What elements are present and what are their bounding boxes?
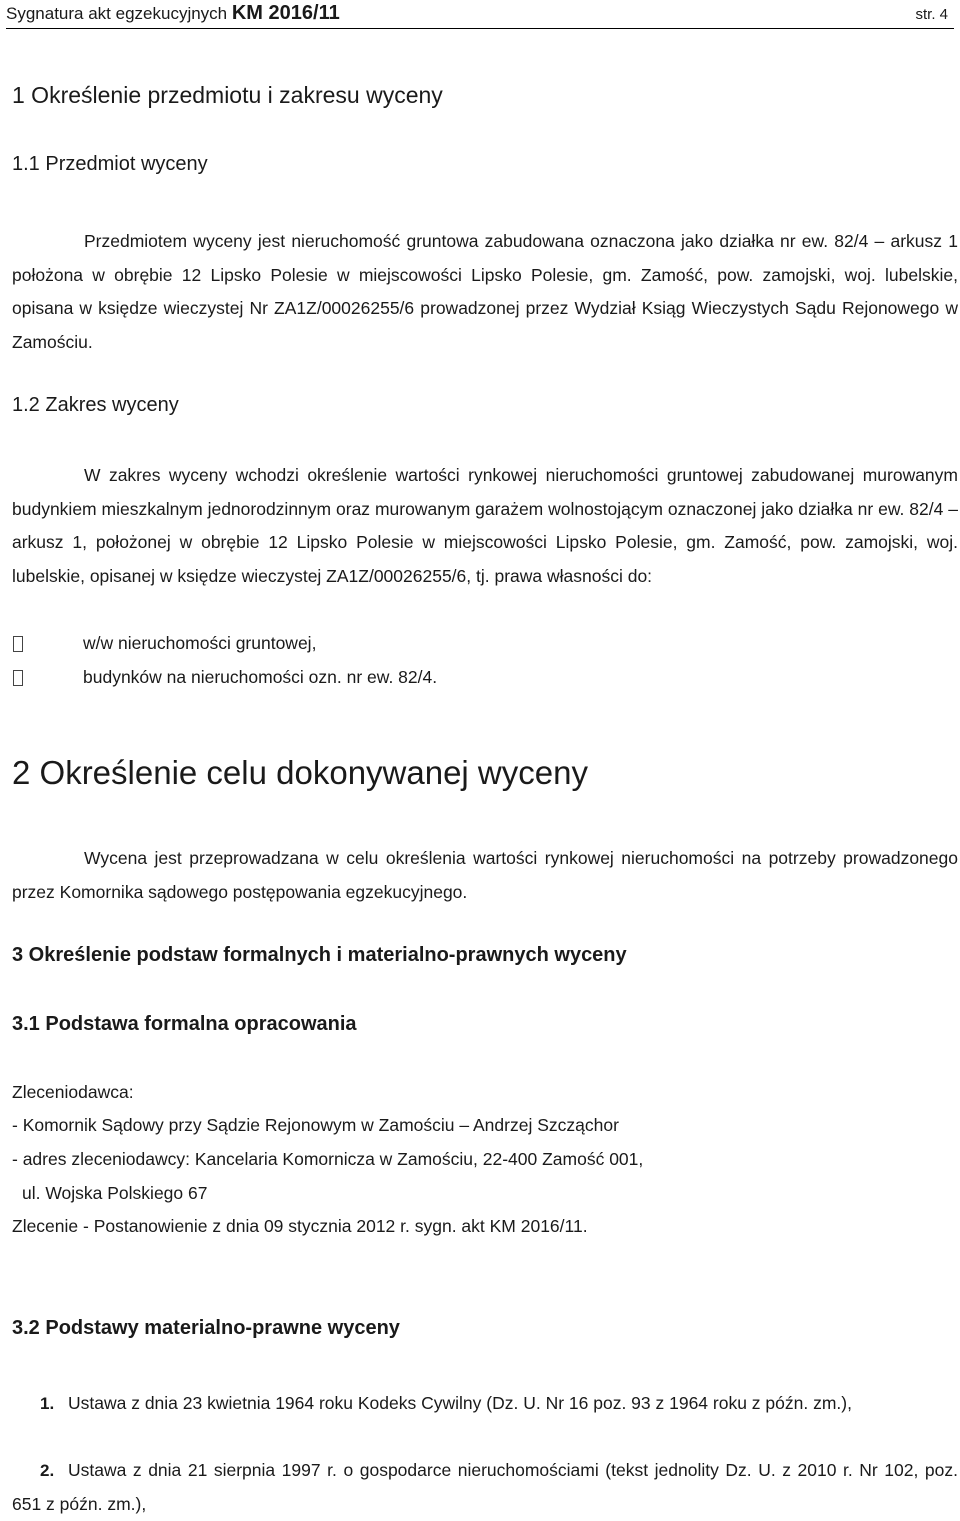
- law-item: [12, 1454, 958, 1521]
- law-number: 1.: [40, 1394, 55, 1413]
- list-item-text: w/w nieruchomości gruntowej,: [83, 633, 317, 653]
- client-line-3: ul. Wojska Polskiego 67: [22, 1183, 208, 1203]
- list-item-text: budynków na nieruchomości ozn. nr ew. 82/4.: [83, 666, 438, 687]
- signature-label: Sygnatura akt egzekucyjnych: [6, 4, 228, 23]
- section-1-heading: 1 Określenie przedmiotu i zakresu wyceny: [12, 82, 443, 108]
- page-header: [6, 0, 954, 29]
- property-rights-list: [12, 627, 912, 694]
- law-text: Ustawa z dnia 21 sierpnia 1997 r. o gospodarce nieruchomościami (tekst jednolity Dz. U. z 2010 r. Nr 102, poz. 651 z późn. zm.),: [12, 1460, 958, 1514]
- law-number: 2.: [40, 1461, 55, 1480]
- section-1-1-heading: 1.1 Przedmiot wyceny: [12, 153, 208, 175]
- list-item: [12, 627, 912, 661]
- section-1-2-paragraph: W zakres wyceny wchodzi określenie wartości rynkowej nieruchomości gruntowej zabudowanej murowanym budynkiem mieszkalnym jednorodzinnym oraz murowanym garażem wolnostojącym oznaczonej jako działka nr ew. 82/4 – arkusz 1, położonej w obrębie 12 Lipsko Polesie w miejscowości Lipsko Polesie, gm. Zamość, pow. zamojski, woj. lubelskie, opisanej w księdze wieczystej ZA1Z/00026255/6, tj. prawa własności do:: [12, 465, 958, 586]
- case-signature: [6, 2, 340, 25]
- section-1-2-heading: 1.2 Zakres wyceny: [12, 394, 179, 416]
- section-2-paragraph: Wycena jest przeprowadzana w celu określenia wartości rynkowej nieruchomości na potrzeby prowadzonego przez Komornika sądowego postępowania egzekucyjnego.: [12, 848, 958, 902]
- section-3-1-heading: 3.1 Podstawa formalna opracowania: [12, 1013, 357, 1035]
- order-line: Zlecenie - Postanowienie z dnia 09 stycznia 2012 r. sygn. akt KM 2016/11.: [12, 1216, 588, 1236]
- section-3-heading: 3 Określenie podstaw formalnych i materialno-prawnych wyceny: [12, 944, 627, 966]
- client-line-1: - Komornik Sądowy przy Sądzie Rejonowym w Zamościu – Andrzej Szcząchor: [12, 1115, 619, 1135]
- section-3-2-heading: 3.2 Podstawy materialno-prawne wyceny: [12, 1317, 400, 1339]
- section-2-heading: 2 Określenie celu dokonywanej wyceny: [12, 754, 588, 791]
- client-label: Zleceniodawca:: [12, 1082, 134, 1102]
- bullet-icon: [13, 670, 23, 686]
- law-text: Ustawa z dnia 23 kwietnia 1964 roku Kodeks Cywilny (Dz. U. Nr 16 poz. 93 z 1964 roku z późn. zm.),: [68, 1393, 852, 1413]
- list-item: [12, 661, 912, 695]
- section-1-1-paragraph: Przedmiotem wyceny jest nieruchomość gruntowa zabudowana oznaczona jako działka nr ew. 82/4 – arkusz 1 położona w obrębie 12 Lipsko Polesie w miejscowości Lipsko Polesie, gm. Zamość, pow. zamojski, woj. lubelskie, opisana w księdze wieczystej Nr ZA1Z/00026255/6 prowadzonej przez Wydział Ksiąg Wieczystych Sądu Rejonowego w Zamościu.: [12, 231, 958, 352]
- client-line-2: - adres zleceniodawcy: Kancelaria Komornicza w Zamościu, 22-400 Zamość 001,: [12, 1149, 644, 1169]
- signature-value: KM 2016/11: [231, 2, 340, 24]
- page-number: str. 4: [915, 6, 948, 23]
- bullet-icon: [13, 636, 23, 652]
- law-item: [12, 1387, 958, 1421]
